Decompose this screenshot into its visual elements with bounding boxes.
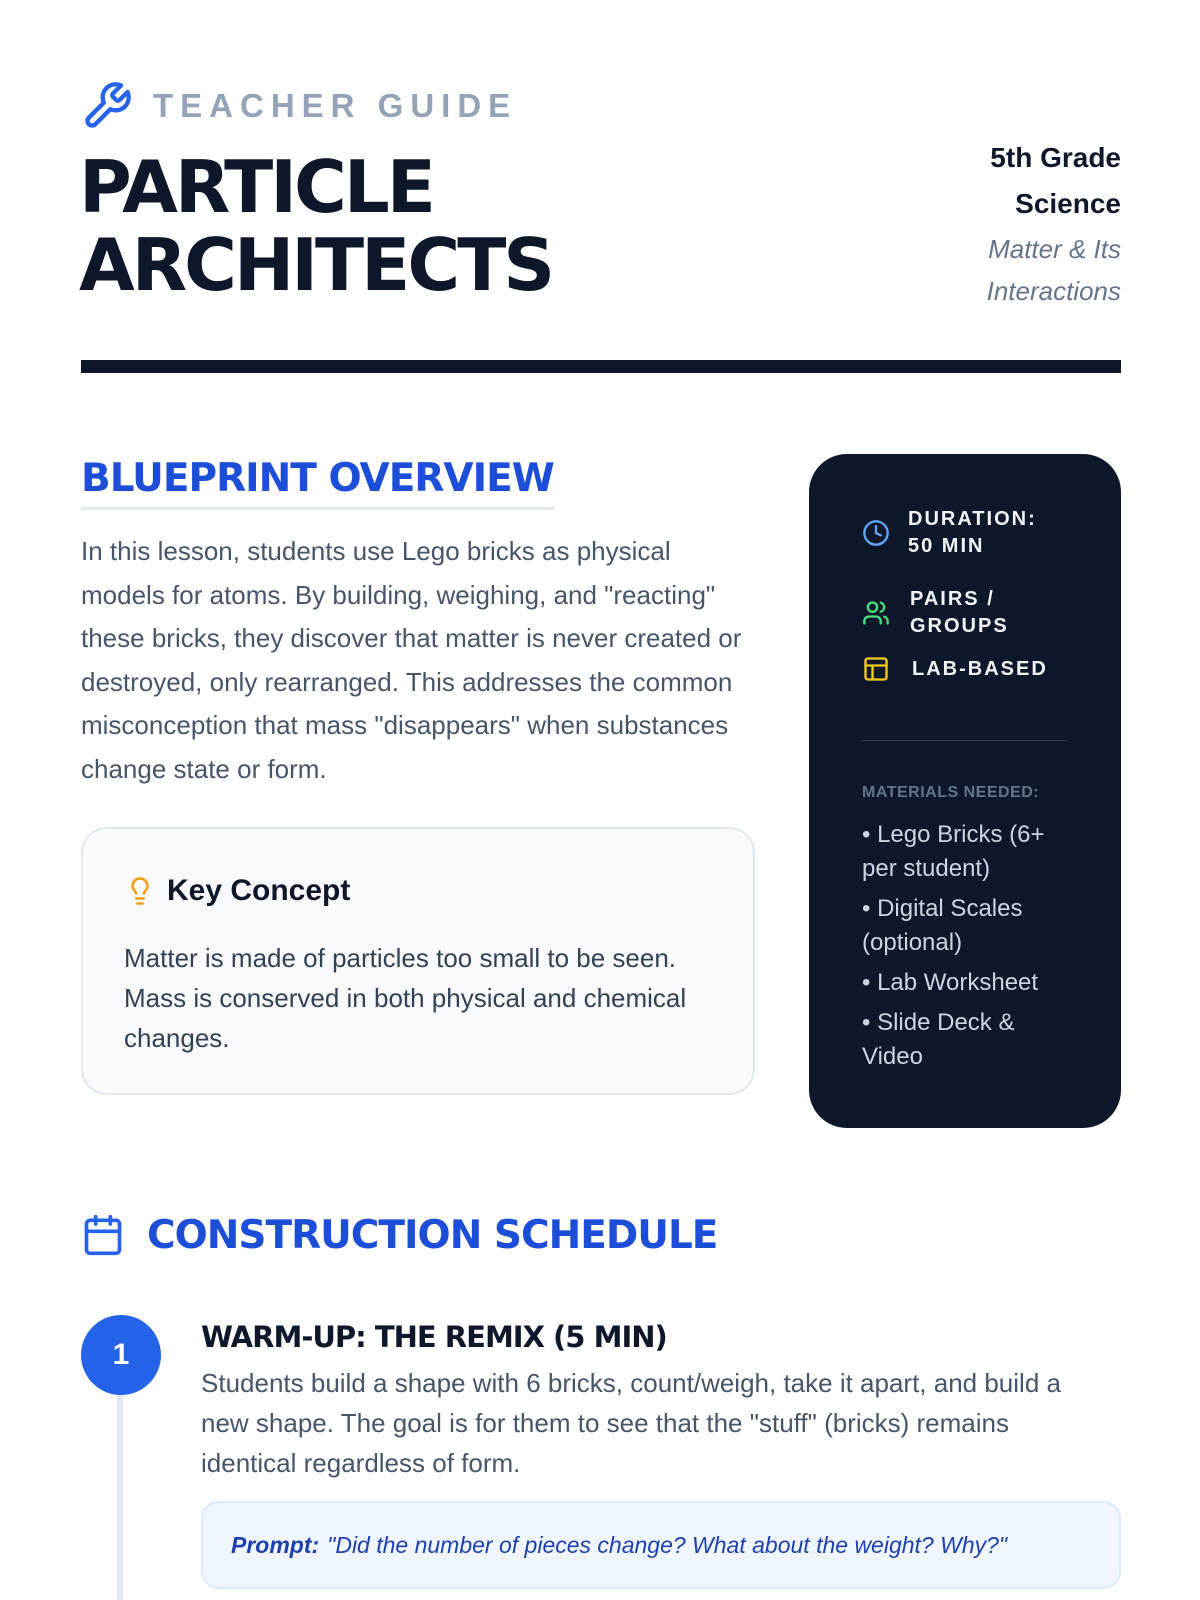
grouping-label <box>910 586 1009 640</box>
materials-list <box>862 818 1072 1080</box>
material-item: • Lab Worksheet <box>862 969 1039 996</box>
subject: Science <box>1015 188 1121 219</box>
duration-label <box>908 506 1037 560</box>
lesson-info-panel <box>809 454 1121 1128</box>
key-concept-title: Key Concept <box>167 874 351 907</box>
grouping-label-line-1: PAIRS / <box>910 588 995 610</box>
teacher-guide-page <box>81 0 1121 1600</box>
page-title <box>79 145 553 307</box>
step-description: Students build a shape with 6 bricks, count/weigh, take it apart, and build a new shape. The goal is for them to see that the "stuff" (bricks) remains identical regardless of form. <box>201 1368 1061 1478</box>
material-item: • Slide Deck & Video <box>862 1009 1015 1070</box>
overview-heading: BLUEPRINT OVERVIEW <box>81 455 554 510</box>
step-number-badge: 1 <box>81 1315 161 1395</box>
format-label: LAB-BASED <box>912 657 1048 680</box>
clock-icon <box>862 519 890 547</box>
material-item: • Lego Bricks (6+ per student) <box>862 821 1045 882</box>
format-stat <box>862 655 1048 683</box>
header-divider <box>81 360 1121 373</box>
title-line-2: ARCHITECTS <box>79 223 553 307</box>
users-icon <box>862 599 890 627</box>
material-item: • Digital Scales (optional) <box>862 895 1023 956</box>
grade-level: 5th Grade <box>990 142 1121 173</box>
wrench-icon <box>81 80 133 132</box>
grouping-label-line-2: GROUPS <box>910 615 1009 637</box>
key-concept-header <box>125 873 350 909</box>
overview-text: In this lesson, students use Lego bricks as physical models for atoms. By building, weighing, and "reacting" these bricks, they discover that matter is never created or destroyed, only rearranged. This addresses the common misconception that mass "disappears" when substances change state or form. <box>81 536 742 784</box>
lightbulb-icon <box>125 873 155 909</box>
timeline-line <box>117 1390 123 1600</box>
duration-label-line-1: DURATION: <box>908 508 1037 530</box>
materials-heading: MATERIALS NEEDED: <box>862 784 1040 801</box>
key-concept-card <box>81 827 755 1095</box>
duration-label-line-2: 50 MIN <box>908 535 985 557</box>
prompt-text: "Did the number of pieces change? What about the weight? Why?" <box>327 1531 1008 1558</box>
step-title: WARM-UP: THE REMIX (5 MIN) <box>201 1320 667 1354</box>
schedule-header <box>81 1212 717 1258</box>
eyebrow <box>81 80 517 132</box>
calendar-icon <box>81 1212 125 1258</box>
key-concept-text: Matter is made of particles too small to be seen. Mass is conserved in both physical and chemical changes. <box>124 943 687 1053</box>
prompt-label: Prompt: <box>231 1531 320 1558</box>
discussion-prompt <box>201 1501 1121 1589</box>
layout-icon <box>862 655 890 683</box>
duration-stat <box>862 506 1037 560</box>
grade-info <box>987 135 1121 311</box>
schedule-heading: CONSTRUCTION SCHEDULE <box>147 1212 718 1258</box>
panel-divider <box>862 740 1067 741</box>
unit-name-line-1: Matter & Its <box>988 234 1121 264</box>
unit-name-line-2: Interactions <box>986 276 1121 306</box>
eyebrow-label: TEACHER GUIDE <box>153 87 518 124</box>
title-line-1: PARTICLE <box>79 145 433 229</box>
grouping-stat <box>862 586 1009 640</box>
